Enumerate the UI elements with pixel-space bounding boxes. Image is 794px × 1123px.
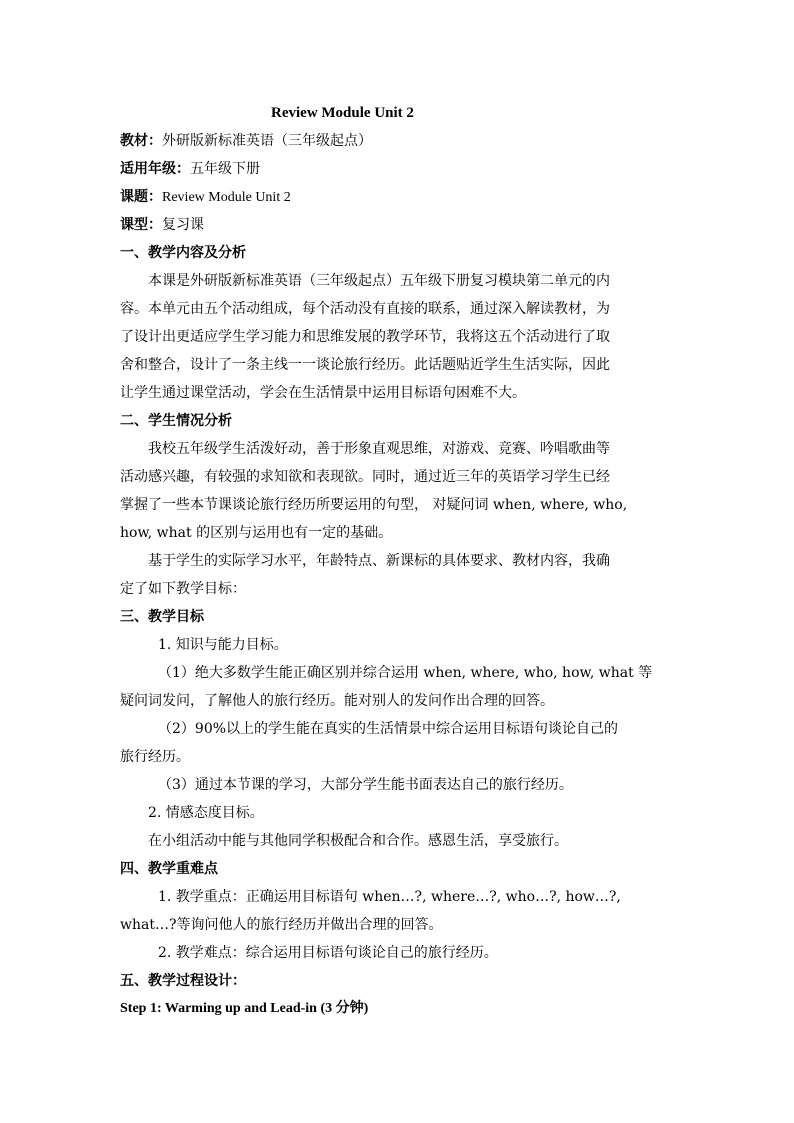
- paragraph-line: 让学生通过课堂活动，学会在生活情景中运用目标语句困难不大。: [120, 385, 526, 401]
- meta-label: 课题：: [120, 189, 162, 205]
- section-heading: 三、教学目标: [120, 609, 204, 625]
- paragraph-line: 疑问词发问，了解他人的旅行经历。能对别人的发问作出合理的回答。: [120, 693, 554, 709]
- paragraph-line: 2. 教学难点：综合运用目标语句谈论自己的旅行经历。: [158, 945, 498, 961]
- page-title: Review Module Unit 2: [271, 105, 414, 121]
- paragraph-line: 旅行经历。: [120, 749, 190, 765]
- meta-type: [120, 216, 204, 234]
- paragraph-line: （2）90%以上的学生能在真实的生活情景中综合运用目标语句谈论自己的: [158, 721, 619, 737]
- section-heading: 五、教学过程设计：: [120, 973, 246, 989]
- paragraph-line: 容。本单元由五个活动组成，每个活动没有直接的联系，通过深入解读教材，为: [120, 301, 610, 317]
- paragraph-line: 在小组活动中能与其他同学积极配合和合作。感恩生活，享受旅行。: [148, 833, 568, 849]
- meta-grade: [120, 160, 260, 178]
- meta-value: Review Module Unit 2: [162, 190, 291, 205]
- paragraph-line: 本课是外研版新标准英语（三年级起点）五年级下册复习模块第二单元的内: [148, 273, 610, 289]
- paragraph-line: 掌握了一些本节课谈论旅行经历所要运用的句型， 对疑问词 when, where, who,: [120, 497, 628, 513]
- paragraph-line: 舍和整合，设计了一条主线一一谈论旅行经历。此话题贴近学生生活实际，因此: [120, 357, 610, 373]
- paragraph-line: 1. 教学重点：正确运用目标语句 when…?, where…?, who…?, how…?,: [158, 889, 621, 905]
- meta-label: 课型：: [120, 217, 162, 233]
- meta-textbook: [120, 132, 372, 150]
- step-heading: Step 1: Warming up and Lead-in (3 分钟): [120, 1001, 369, 1016]
- meta-label: 教材：: [120, 133, 162, 149]
- paragraph-line: 定了如下教学目标：: [120, 581, 246, 597]
- paragraph-line: 我校五年级学生活泼好动，善于形象直观思维，对游戏、竞赛、吟唱歌曲等: [148, 441, 610, 457]
- meta-value: 外研版新标准英语（三年级起点）: [162, 133, 372, 149]
- paragraph-line: 了设计出更适应学生学习能力和思维发展的教学环节，我将这五个活动进行了取: [120, 329, 610, 345]
- paragraph-line: 1. 知识与能力目标。: [158, 637, 288, 653]
- paragraph-line: （3）通过本节课的学习，大部分学生能书面表达自己的旅行经历。: [158, 777, 573, 793]
- paragraph-line: 基于学生的实际学习水平，年龄特点、新课标的具体要求、教材内容，我确: [148, 553, 610, 569]
- section-heading: 四、教学重难点: [120, 861, 218, 877]
- section-heading: 二、学生情况分析: [120, 413, 232, 429]
- paragraph-line: 2. 情感态度目标。: [148, 805, 264, 821]
- meta-value: 复习课: [162, 217, 204, 233]
- meta-topic: [120, 188, 291, 207]
- paragraph-line: 活动感兴趣，有较强的求知欲和表现欲。同时，通过近三年的英语学习学生已经: [120, 469, 610, 485]
- meta-value: 五年级下册: [190, 161, 260, 177]
- meta-label: 适用年级：: [120, 161, 190, 177]
- paragraph-line: what…?等询问他人的旅行经历并做出合理的回答。: [120, 917, 443, 933]
- paragraph-line: （1）绝大多数学生能正确区别并综合运用 when, where, who, how, what 等: [158, 665, 653, 681]
- paragraph-line: how, what 的区别与运用也有一定的基础。: [120, 525, 393, 541]
- section-heading: 一、教学内容及分析: [120, 245, 246, 261]
